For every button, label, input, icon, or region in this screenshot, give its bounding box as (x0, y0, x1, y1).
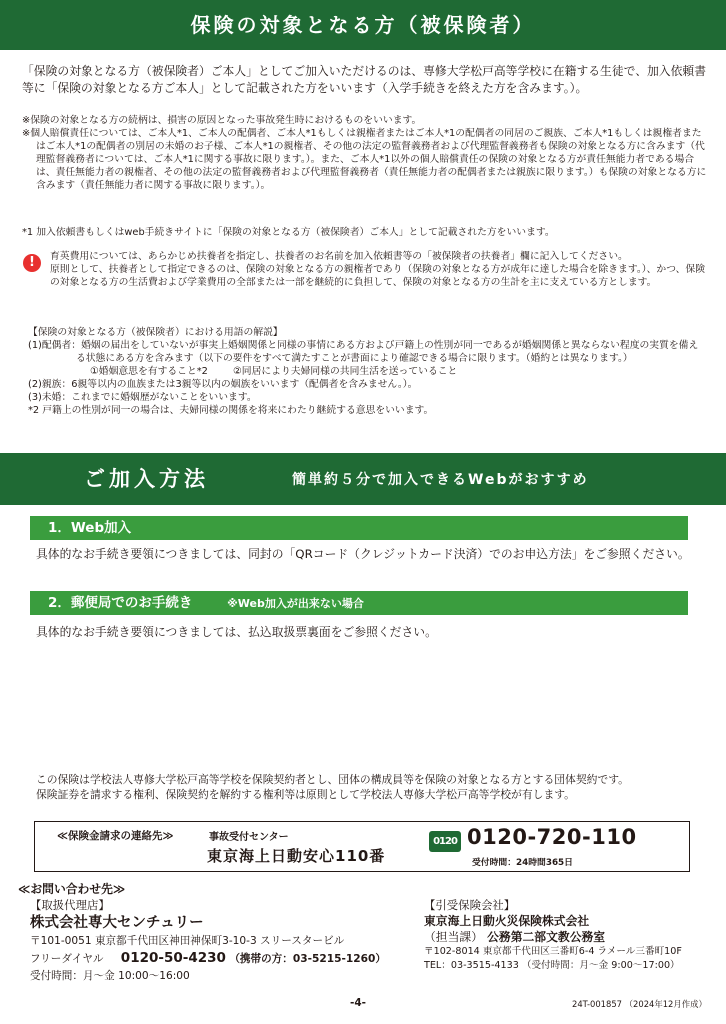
insurer-label: 【引受保険会社】 (424, 898, 516, 912)
agent-freedial-label: フリーダイヤル (30, 953, 104, 965)
agent-hours: 受付時間：月～金 10:00～16:00 (30, 970, 190, 982)
term-note-2: *2 戸籍上の性別が同一の場合は、夫婦同様の関係を将来にわたり継続する意思をいいます。 (28, 405, 434, 416)
term-spouse: (1)配偶者：婚姻の届出をしていないが事実上婚姻関係と同様の事情にある方および戸籍上の性別が同一であるが婚姻関係と異ならない程度の実質を備える状態にある方を含みます（以下の要件をすべて満たすことが書面により確認できる場合に限ります。（婚約とは異なります。） (28, 340, 699, 364)
claim-service-name: 東京海上日動安心110番 (207, 847, 386, 865)
terms-block (28, 326, 708, 417)
claim-hours: 受付時間：24時間365日 (472, 858, 573, 868)
insurer-block (424, 898, 724, 973)
enrollment-subtitle: 簡単約５分で加入できるWebがおすすめ (292, 472, 589, 488)
term-conditions (28, 365, 708, 378)
insurer-tel[interactable]: TEL：03-3515-4133 （受付時間：月～金 9:00～17:00） (424, 960, 680, 971)
agent-phone-line (30, 950, 410, 968)
step-post-text: 具体的なお手続き要領につきましては、払込取扱票裏面をご参照ください。 (36, 625, 437, 639)
insurer-name: 東京海上日動火災保険株式会社 (424, 914, 590, 928)
agent-address: 〒101-0051 東京都千代田区神田神保町3-10-3 スリースタービル (30, 935, 345, 947)
step-web-text: 具体的なお手続き要領につきましては、同封の「QRコード（クレジットカード決済）でのお申込方法」をご参照ください。 (36, 547, 690, 561)
warning-icon: ! (23, 254, 41, 272)
insurer-address: 〒102-8014 東京都千代田区三番町6-4 ラメール三番町10F (424, 946, 682, 957)
term-condition-2: ②同居により夫婦同様の共同生活を送っていること (233, 366, 458, 377)
intro-paragraph: 「保険の対象となる方（被保険者）ご本人」としてご加入いただけるのは、専修大学松戸高等学校に在籍する生徒で、加入依頼書等に「保険の対象となる方ご本人」として記載された方をいいます（入学手続きを終えた方を含みます。）。 (22, 64, 706, 95)
terms-heading: 【保険の対象となる方（被保険者）における用語の解説】 (28, 327, 283, 338)
insurer-dept-line (424, 929, 724, 945)
claim-phone[interactable]: 0120-720-110 (467, 825, 637, 849)
enrollment-title: ご加入方法 (84, 467, 209, 491)
contact-title: ≪お問い合わせ先≫ (18, 882, 126, 896)
step-web-bar (30, 516, 688, 540)
contract-note-line-1: この保険は学校法人専修大学松戸高等学校を保険契約者とし、団体の構成員等を保険の対象となる方とする団体契約です。 (36, 773, 629, 786)
step-post-bar (30, 591, 688, 615)
note-liability: ※個人賠償責任については、ご本人*1、ご本人の配偶者、ご本人*1もしくは親権者またはご本人*1の配偶者の同居のご親族、ご本人*1もしくは親権者またはご本人*1の配偶者の別居の未婚のお子様、ご本人*1の親権者、その他の法定の監督義務者および代理監督義務者も保険の対象となる方に含みます（代理監督義務者については、ご本人*1に関する事故に限ります。）。また、ご本人*1以外の個人賠償責任の保険の対象となる方が責任無能力者である場合は、責任無能力者の親権者、その他の法定の監督義務者および代理監督義務者（責任無能力者の配偶者または親族に限ります。）も保険の対象となる方に含みます（責任無能力者に関する事故に限ります。）。 (22, 128, 707, 191)
page-number: -4- (350, 997, 367, 1009)
section-banner-enrollment (0, 453, 726, 505)
insurer-dept: 公務第二部文教公務室 (487, 930, 606, 944)
note-relationship: ※保険の対象となる方の続柄は、損害の原因となった事故発生時におけるものをいいます。 (22, 115, 422, 126)
claim-label: ≪保険金請求の連絡先≫ (57, 830, 174, 842)
term-condition-1: ①婚姻意思を有すること*2 (90, 366, 208, 377)
claim-contact-box (34, 821, 690, 872)
step-post-label: 2．郵便局でのお手続き (48, 595, 193, 611)
contract-note-line-2: 保険証券を請求する権利、保険契約を解約する権利等は原則として学校法人専修大学松戸高等学校が有します。 (36, 787, 575, 801)
agent-block (30, 898, 410, 985)
warning-block (50, 250, 710, 289)
agent-mobile[interactable]: （携帯の方：03-5215-1260） (229, 953, 386, 965)
agent-freedial[interactable]: 0120-50-4230 (120, 950, 226, 966)
term-unmarried: (3)未婚：これまでに婚姻歴がないことをいいます。 (28, 392, 257, 403)
document-code: 24T-001857 （2024年12月作成） (572, 999, 707, 1009)
step-web-label: 1．Web加入 (48, 520, 132, 536)
freedial-icon: 0120 (429, 831, 461, 852)
contract-note (36, 773, 696, 802)
agent-name: 株式会社専大センチュリー (30, 915, 204, 931)
warning-line-1: 育英費用については、あらかじめ扶養者を指定し、扶養者のお名前を加入依頼書等の「被保険者の扶養者」欄に記入してください。 (50, 251, 628, 262)
section-banner-insured (0, 0, 726, 50)
banner-title: 保険の対象となる方（被保険者） (190, 13, 536, 37)
term-relatives: (2)親族：6親等以内の血族または3親等以内の姻族をいいます（配偶者を含みません。）。 (28, 379, 418, 390)
warning-line-2: 原則として、扶養者として指定できるのは、保険の対象となる方の親権者であり（保険の対象となる方が成年に達した場合を除きます。）、かつ、保険の対象となる方の生活費および学業費用の全部または一部を継続的に負担して、保険の対象となる方の生計を主に支えている方とします。 (50, 264, 706, 288)
notes-block (22, 114, 708, 192)
claim-center: 事故受付センター (209, 832, 289, 843)
footnote-1: *1 加入依頼書もしくはweb手続きサイトに「保険の対象となる方（被保険者）ご本人」として記載された方をいいます。 (22, 227, 555, 238)
agent-label: 【取扱代理店】 (30, 898, 110, 912)
insurer-dept-label: （担当課） (424, 930, 483, 944)
step-post-sub: ※Web加入が出来ない場合 (227, 597, 364, 610)
